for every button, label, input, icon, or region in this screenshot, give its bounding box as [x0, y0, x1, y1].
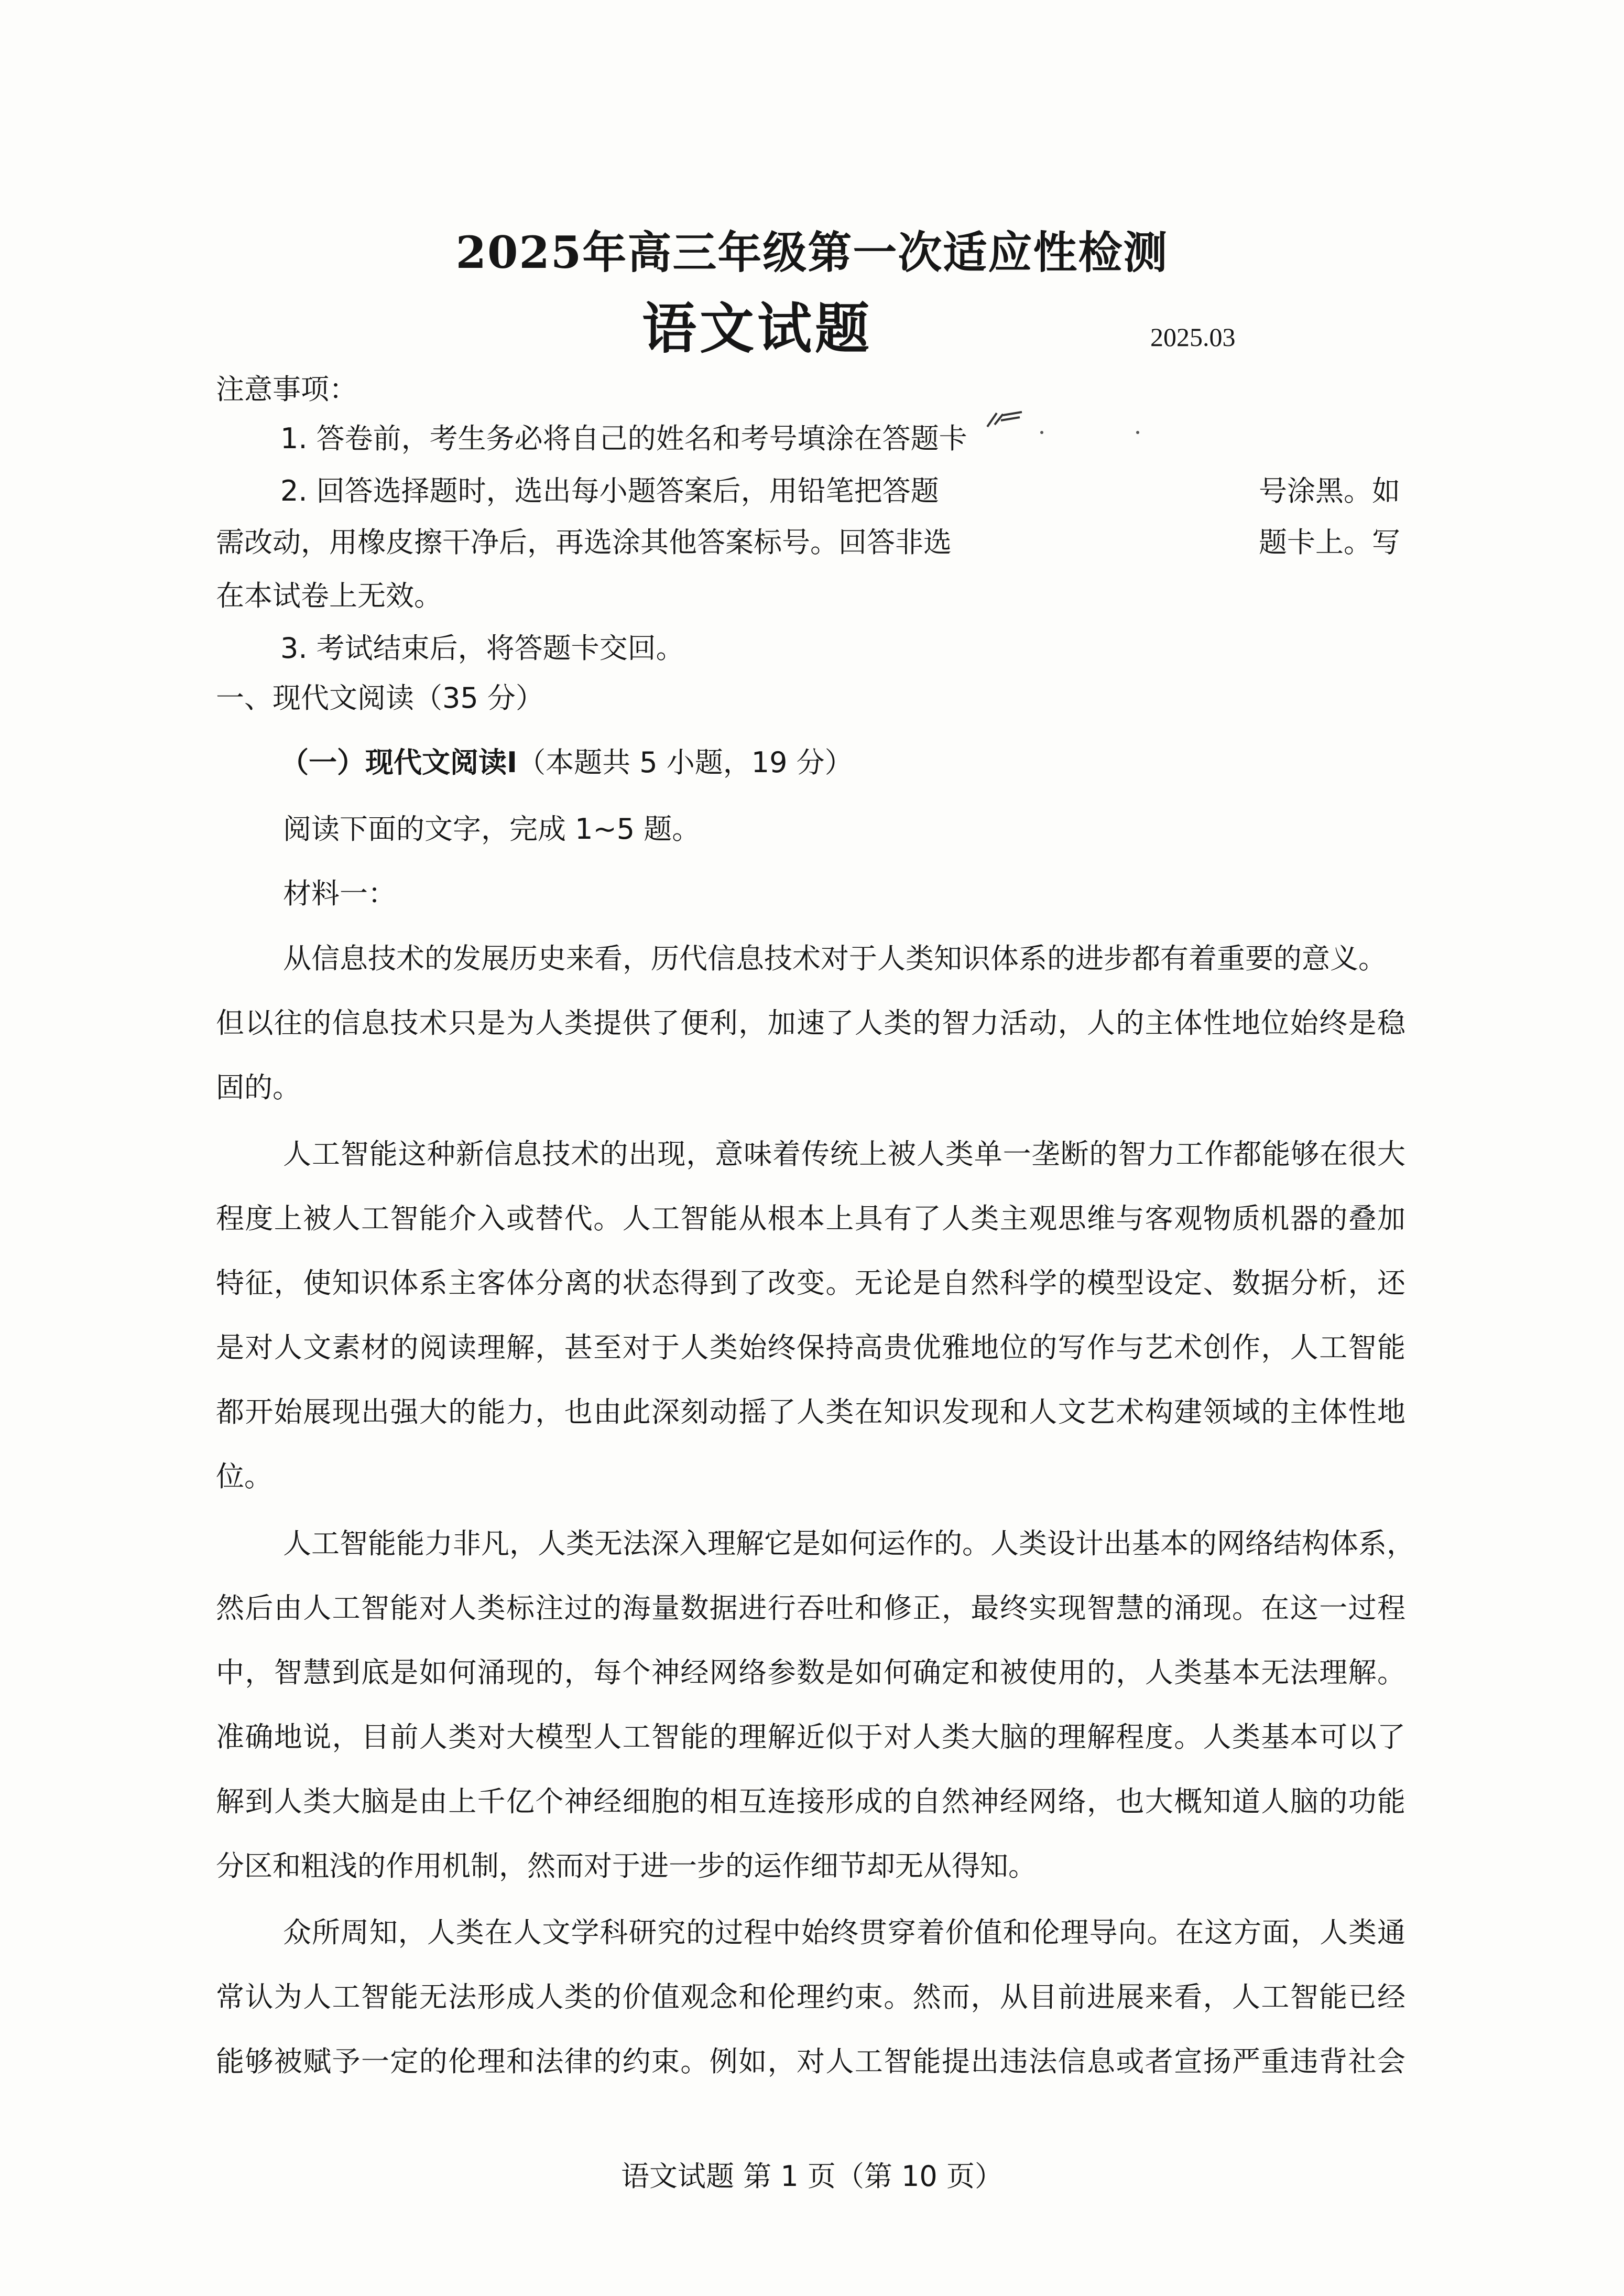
- passage-line: 常认为人工智能无法形成人类的价值观念和伦理约束。然而，从目前进展来看，人工智能已经: [216, 1980, 1405, 2013]
- reading-instruction: 阅读下面的文字，完成 1~5 题。: [283, 813, 701, 846]
- notes-item-2-part-d: 题卡上。写: [1259, 526, 1400, 559]
- passage-line: 从信息技术的发展历史来看，历代信息技术对于人类知识体系的进步都有着重要的意义。: [283, 942, 1387, 975]
- passage-line: 然后由人工智能对人类标注过的海量数据进行吞吐和修正，最终实现智慧的涌现。在这一过程: [216, 1591, 1405, 1624]
- passage-line: 但以往的信息技术只是为人类提供了便利，加速了人类的智力活动，人的主体性地位始终是稳: [216, 1006, 1405, 1039]
- subsection-heading: [280, 746, 853, 779]
- subsection-title: （一）现代文阅读Ⅰ: [280, 746, 518, 779]
- passage-line: 特征，使知识体系主客体分离的状态得到了改变。无论是自然科学的模型设定、数据分析，还: [216, 1266, 1405, 1299]
- section-heading: 一、现代文阅读（35 分）: [216, 681, 544, 714]
- passage-line: 人工智能这种新信息技术的出现，意味着传统上被人类单一垄断的智力工作都能够在很大: [283, 1138, 1405, 1171]
- scan-speck: [1136, 431, 1139, 434]
- notes-item-1: 1. 答卷前，考生务必将自己的姓名和考号填涂在答题卡: [280, 422, 967, 455]
- passage-line: 中，智慧到底是如何涌现的，每个神经网络参数是如何确定和被使用的，人类基本无法理解。: [216, 1656, 1405, 1689]
- passage-line: 是对人文素材的阅读理解，甚至对于人类始终保持高贵优雅地位的写作与艺术创作，人工智能: [216, 1331, 1405, 1364]
- pen-scribble-mark: [985, 409, 1027, 433]
- notes-item-2-part-a: 2. 回答选择题时，选出每小题答案后，用铅笔把答题: [280, 474, 939, 507]
- exam-date: 2025.03: [1150, 322, 1236, 352]
- notes-item-3: 3. 考试结束后，将答题卡交回。: [280, 632, 684, 665]
- notes-heading: 注意事项：: [216, 373, 357, 406]
- passage-line: 固的。: [216, 1071, 301, 1104]
- passage-line: 分区和粗浅的作用机制，然而对于进一步的运作细节却无从得知。: [216, 1849, 1037, 1882]
- passage-line: 都开始展现出强大的能力，也由此深刻动摇了人类在知识发现和人文艺术构建领域的主体性地: [216, 1395, 1405, 1428]
- subject-title: 语文试题: [642, 296, 873, 361]
- passage-line: 能够被赋予一定的伦理和法律的约束。例如，对人工智能提出违法信息或者宣扬严重违背社会: [216, 2045, 1405, 2078]
- passage-line: 众所周知，人类在人文学科研究的过程中始终贯穿着价值和伦理导向。在这方面，人类通: [283, 1916, 1405, 1949]
- scan-speck: [1040, 431, 1043, 434]
- notes-item-2-part-e: 在本试卷上无效。: [216, 579, 442, 612]
- page-footer: 语文试题 第 1 页（第 10 页）: [621, 2160, 1003, 2193]
- passage-line: 准确地说，目前人类对大模型人工智能的理解近似于对人类大脑的理解程度。人类基本可以了: [216, 1720, 1405, 1753]
- passage-line: 程度上被人工智能介入或替代。人工智能从根本上具有了人类主观思维与客观物质机器的叠加: [216, 1202, 1405, 1235]
- subsection-detail: （本题共 5 小题，19 分）: [517, 746, 853, 779]
- passage-line: 解到人类大脑是由上千亿个神经细胞的相互连接形成的自然神经网络，也大概知道人脑的功能: [216, 1785, 1405, 1818]
- notes-item-2-part-c: 需改动，用橡皮擦干净后，再选涂其他答案标号。回答非选: [216, 526, 952, 559]
- passage-line: 位。: [216, 1460, 273, 1493]
- passage-line: 人工智能能力非凡，人类无法深入理解它是如何运作的。人类设计出基本的网络结构体系，: [283, 1527, 1415, 1560]
- material-label: 材料一：: [283, 877, 396, 910]
- exam-title: 2025年高三年级第一次适应性检测: [455, 226, 1169, 278]
- notes-item-2-part-b: 号涂黑。如: [1259, 474, 1400, 507]
